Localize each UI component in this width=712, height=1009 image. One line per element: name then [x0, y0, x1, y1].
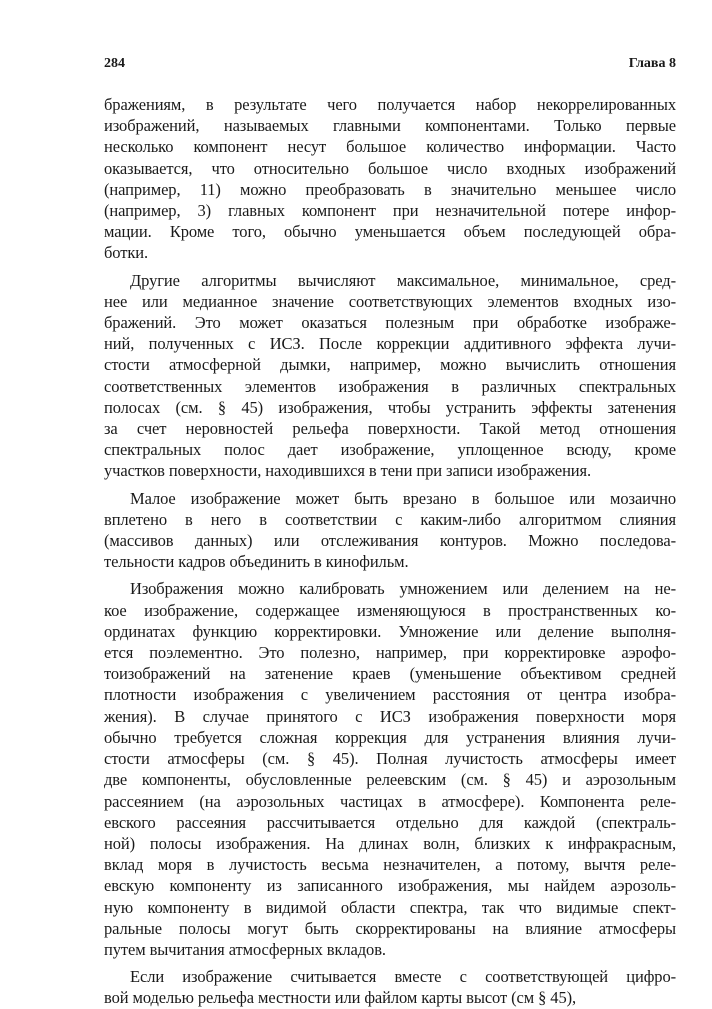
text-line: вклад моря в лучистость весьма незначителен, а потому, вычтя реле- [104, 855, 676, 875]
text-line: вой моделью рельефа местности или файлом карты высот (см § 45), [104, 988, 577, 1008]
paragraph [104, 94, 676, 264]
text-line: Малое изображение может быть врезано в большое или мозаично [130, 488, 676, 508]
text-line: ординатах функцию корректировки. Умножение или деление выполня- [104, 621, 676, 641]
text-line: тоизображений на затенение краев (уменьшение объективом средней [104, 664, 676, 684]
text-line: нее или медианное значение соответствующих элементов входных изо- [104, 291, 676, 311]
text-line: мации. Кроме того, обычно уменьшается объем последующей обра- [104, 222, 676, 242]
text-line: (например, 3) главных компонент при незначительной потере инфор- [104, 201, 676, 221]
text-line: соответственных элементов изображения в различных спектральных [104, 376, 676, 396]
text-line: Изображения можно калибровать умножением или делением на не- [130, 579, 676, 599]
paragraph [104, 488, 676, 573]
text-line: Если изображение считывается вместе с соответствующей цифро- [130, 967, 676, 987]
text-line: за счет неровностей рельефа поверхности. Такой метод отношения [104, 419, 676, 439]
running-header [104, 56, 676, 76]
text-line: евского рассеяния рассчитывается отдельно для каждой (спектраль- [104, 812, 676, 832]
text-line: вплетено в него в соответствии с каким-либо алгоритмом слияния [104, 509, 676, 529]
text-line: плотности изображения с увеличением расстояния от центра изобра- [104, 685, 676, 705]
text-line: путем вычитания атмосферных вкладов. [104, 939, 386, 959]
text-line: полосах (см. § 45) изображения, чтобы устранить эффекты затенения [104, 397, 676, 417]
text-line: стости атмосферной дымки, например, можно вычислить отношения [104, 355, 676, 375]
page-number: 284 [104, 56, 125, 71]
chapter-title: Глава 8 [628, 56, 676, 71]
text-line: ральные полосы могут быть скорректированы на влияние атмосферы [104, 918, 676, 938]
text-line: ной) полосы изображения. На длинах волн, близких к инфракрасным, [104, 833, 676, 853]
text-line: несколько компонент несут большое количество информации. Часто [104, 137, 676, 157]
text-line: стости атмосферы (см. § 45). Полная лучистость атмосферы имеет [104, 749, 676, 769]
paragraph [104, 966, 676, 1008]
text-line: Другие алгоритмы вычисляют максимальное, минимальное, сред- [130, 270, 676, 290]
text-line: кое изображение, содержащее изменяющуюся в пространственных ко- [104, 600, 676, 620]
text-line: ется поэлементно. Это полезно, например, при корректировке аэрофо- [104, 643, 676, 663]
text-line: рассеянием (на аэрозольных частицах в атмосфере). Компонента реле- [104, 791, 676, 811]
text-line: жения). В случае принятого с ИСЗ изображения поверхности моря [104, 706, 676, 726]
text-line: две компоненты, обусловленные релеевским (см. § 45) и аэрозольным [104, 770, 676, 790]
text-line: оказывается, что относительно большое число входных изображений [104, 158, 676, 178]
text-line: евскую компоненту из записанного изображения, мы найдем аэрозоль- [104, 876, 676, 896]
text-line: изображений, называемых главными компонентами. Только первые [104, 116, 676, 136]
text-line: бражениям, в результате чего получается набор некоррелированных [104, 95, 676, 114]
paragraph [104, 270, 676, 482]
text-line: ний, полученных с ИСЗ. После коррекции аддитивного эффекта лучи- [104, 334, 676, 354]
text-line: ную компоненту в видимой области спектра, так что видимые спект- [104, 897, 676, 917]
text-line: тельности кадров объединить в кинофильм. [104, 552, 409, 572]
text-line: ботки. [104, 243, 149, 263]
text-line: (например, 11) можно преобразовать в значительно меньшее число [104, 179, 676, 199]
text-line: участков поверхности, находившихся в тени при записи изображения. [104, 461, 592, 481]
text-line: обычно требуется сложная коррекция для устранения влияния лучи- [104, 727, 676, 747]
text-line: (массивов данных) или отслеживания контуров. Можно последова- [104, 531, 676, 551]
body-text [104, 94, 676, 1009]
text-line: спектральных полос дает изображение, уплощенное всюду, кроме [104, 440, 676, 460]
text-line: бражений. Это может оказаться полезным при обработке изображе- [104, 313, 676, 333]
paragraph [104, 578, 676, 960]
